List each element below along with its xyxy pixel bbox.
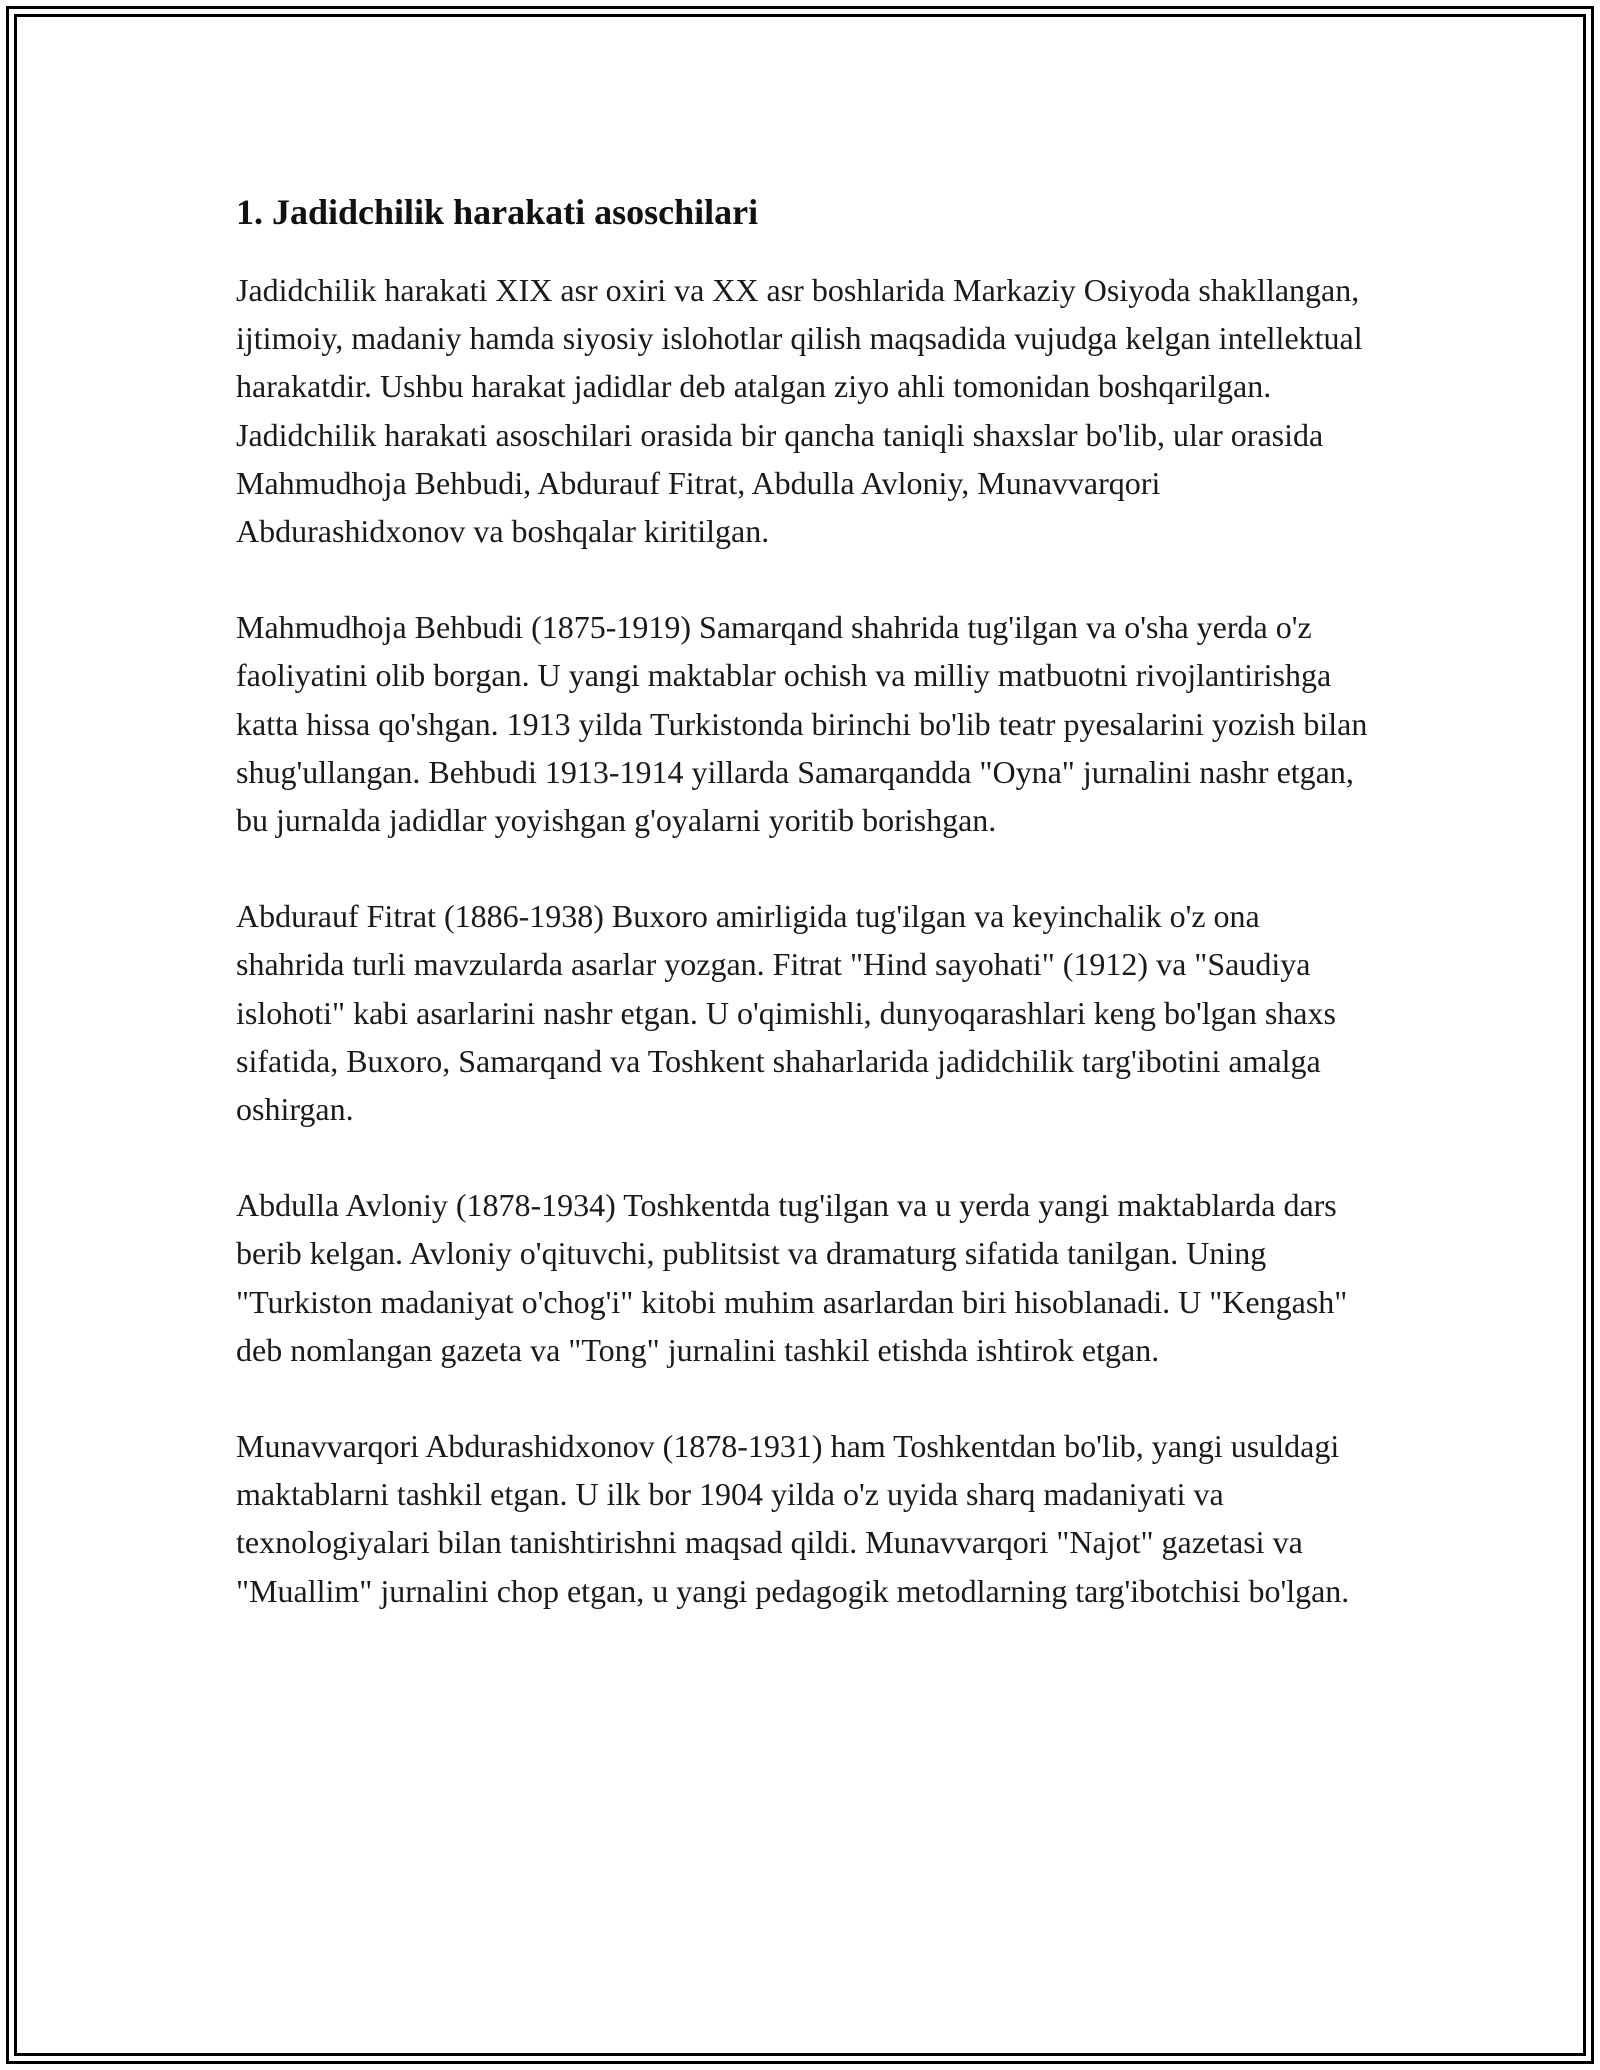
paragraph-behbudi: Mahmudhoja Behbudi (1875-1919) Samarqand shahrida tug'ilgan va o'sha yerda o'z faoliyatini olib borgan. U yangi maktablar ochish va milliy matbuotni rivojlantirishga katta hissa qo'shgan. 1913 yilda Turkistonda birinchi bo'lib teatr pyesalarini yozish bilan shug'ullangan. Behbudi 1913-1914 yillarda Samarqandda "Oyna" jurnalini nashr etgan, bu jurnalda jadidlar yoyishgan g'oyalarni yoritib borishgan.: [236, 609, 1368, 839]
paragraph-avloniy: Abdulla Avloniy (1878-1934) Toshkentda tug'ilgan va u yerda yangi maktablarda dars berib kelgan. Avloniy o'qituvchi, publitsist va dramaturg sifatida tanilgan. Uning "Turkiston madaniyat o'chog'i" kitobi muhim asarlardan biri hisoblanadi. U "Kengash" deb nomlangan gazeta va "Tong" jurnalini tashkil etishda ishtirok etgan.: [236, 1187, 1348, 1368]
section-title: 1. Jadidchilik harakati asoschilari: [236, 192, 759, 232]
document-body: [236, 188, 1376, 1663]
paragraph-intro: Jadidchilik harakati XIX asr oxiri va XX asr boshlarida Markaziy Osiyoda shakllangan, ijtimoiy, madaniy hamda siyosiy islohotlar qilish maqsadida vujudga kelgan intellektual harakatdir. Ushbu harakat jadidlar deb atalgan ziyo ahli tomonidan boshqarilgan. Jadidchilik harakati asoschilari orasida bir qancha taniqli shaxslar bo'lib, ular orasida Mahmudhoja Behbudi, Abdurauf Fitrat, Abdulla Avloniy, Munavvarqori Abdurashidxonov va boshqalar kiritilgan.: [236, 272, 1363, 550]
paragraph-fitrat: Abdurauf Fitrat (1886-1938) Buxoro amirligida tug'ilgan va keyinchalik o'z ona shahrida turli mavzularda asarlar yozgan. Fitrat "Hind sayohati" (1912) va "Saudiya islohoti" kabi asarlarini nashr etgan. U o'qimishli, dunyoqarashlari keng bo'lgan shaxs sifatida, Buxoro, Samarqand va Toshkent shaharlarida jadidchilik targ'ibotini amalga oshirgan.: [236, 898, 1336, 1128]
paragraph-munavvarqori: Munavvarqori Abdurashidxonov (1878-1931) ham Toshkentdan bo'lib, yangi usuldagi maktablarni tashkil etgan. U ilk bor 1904 yilda o'z uyida sharq madaniyati va texnologiyalari bilan tanishtirishni maqsad qildi. Munavvarqori "Najot" gazetasi va "Muallim" jurnalini chop etgan, u yangi pedagogik metodlarning targ'ibotchisi bo'lgan.: [236, 1428, 1350, 1609]
